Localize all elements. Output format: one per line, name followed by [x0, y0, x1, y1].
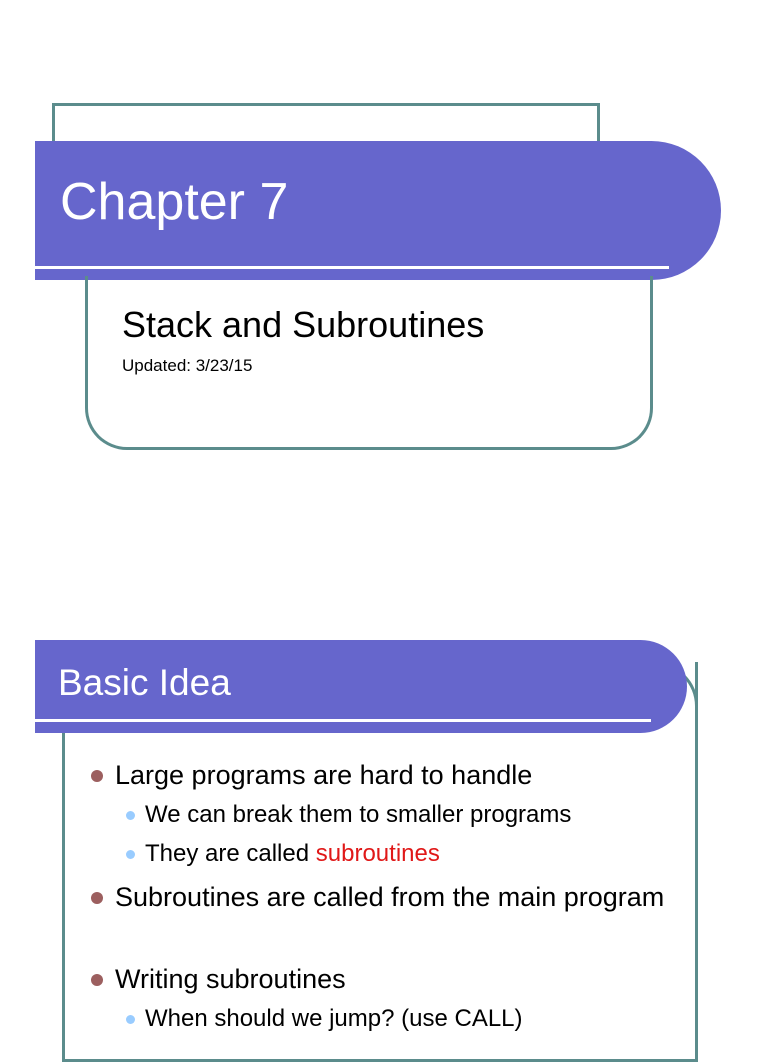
- sub-bullet-dot-icon: [126, 1015, 135, 1024]
- sub-bullet-text: We can break them to smaller programs: [145, 801, 572, 828]
- slide-subtitle: Stack and Subroutines: [122, 304, 485, 345]
- highlighted-term: subroutines: [315, 840, 440, 867]
- slide-1: [0, 0, 768, 512]
- title-underline: [35, 266, 669, 269]
- bullet-text: Large programs are hard to handle: [115, 760, 533, 790]
- slide-title: Basic Idea: [58, 662, 231, 703]
- sub-bullet-text: When should we jump? (use CALL): [145, 1005, 523, 1032]
- slide-2: [0, 512, 768, 1032]
- bullet-text: Subroutines are called from the main program: [115, 882, 665, 912]
- updated-date: Updated: 3/23/15: [122, 356, 253, 375]
- bullet-dot-icon: [91, 892, 103, 904]
- bullet-item: [115, 756, 675, 795]
- sub-bullet-item: [145, 800, 571, 830]
- sub-bullet-item: [145, 1004, 523, 1034]
- bullet-text: Writing subroutines: [115, 964, 346, 994]
- title-underline: [35, 719, 651, 722]
- bullet-item: [115, 960, 675, 999]
- sub-bullet-item: [145, 839, 440, 869]
- sub-bullet-dot-icon: [126, 850, 135, 859]
- bullet-item: [115, 878, 675, 917]
- bullet-dot-icon: [91, 770, 103, 782]
- slide-title: Chapter 7: [60, 173, 289, 231]
- sub-bullet-dot-icon: [126, 811, 135, 820]
- bullet-dot-icon: [91, 974, 103, 986]
- sub-bullet-text: They are called: [145, 840, 316, 867]
